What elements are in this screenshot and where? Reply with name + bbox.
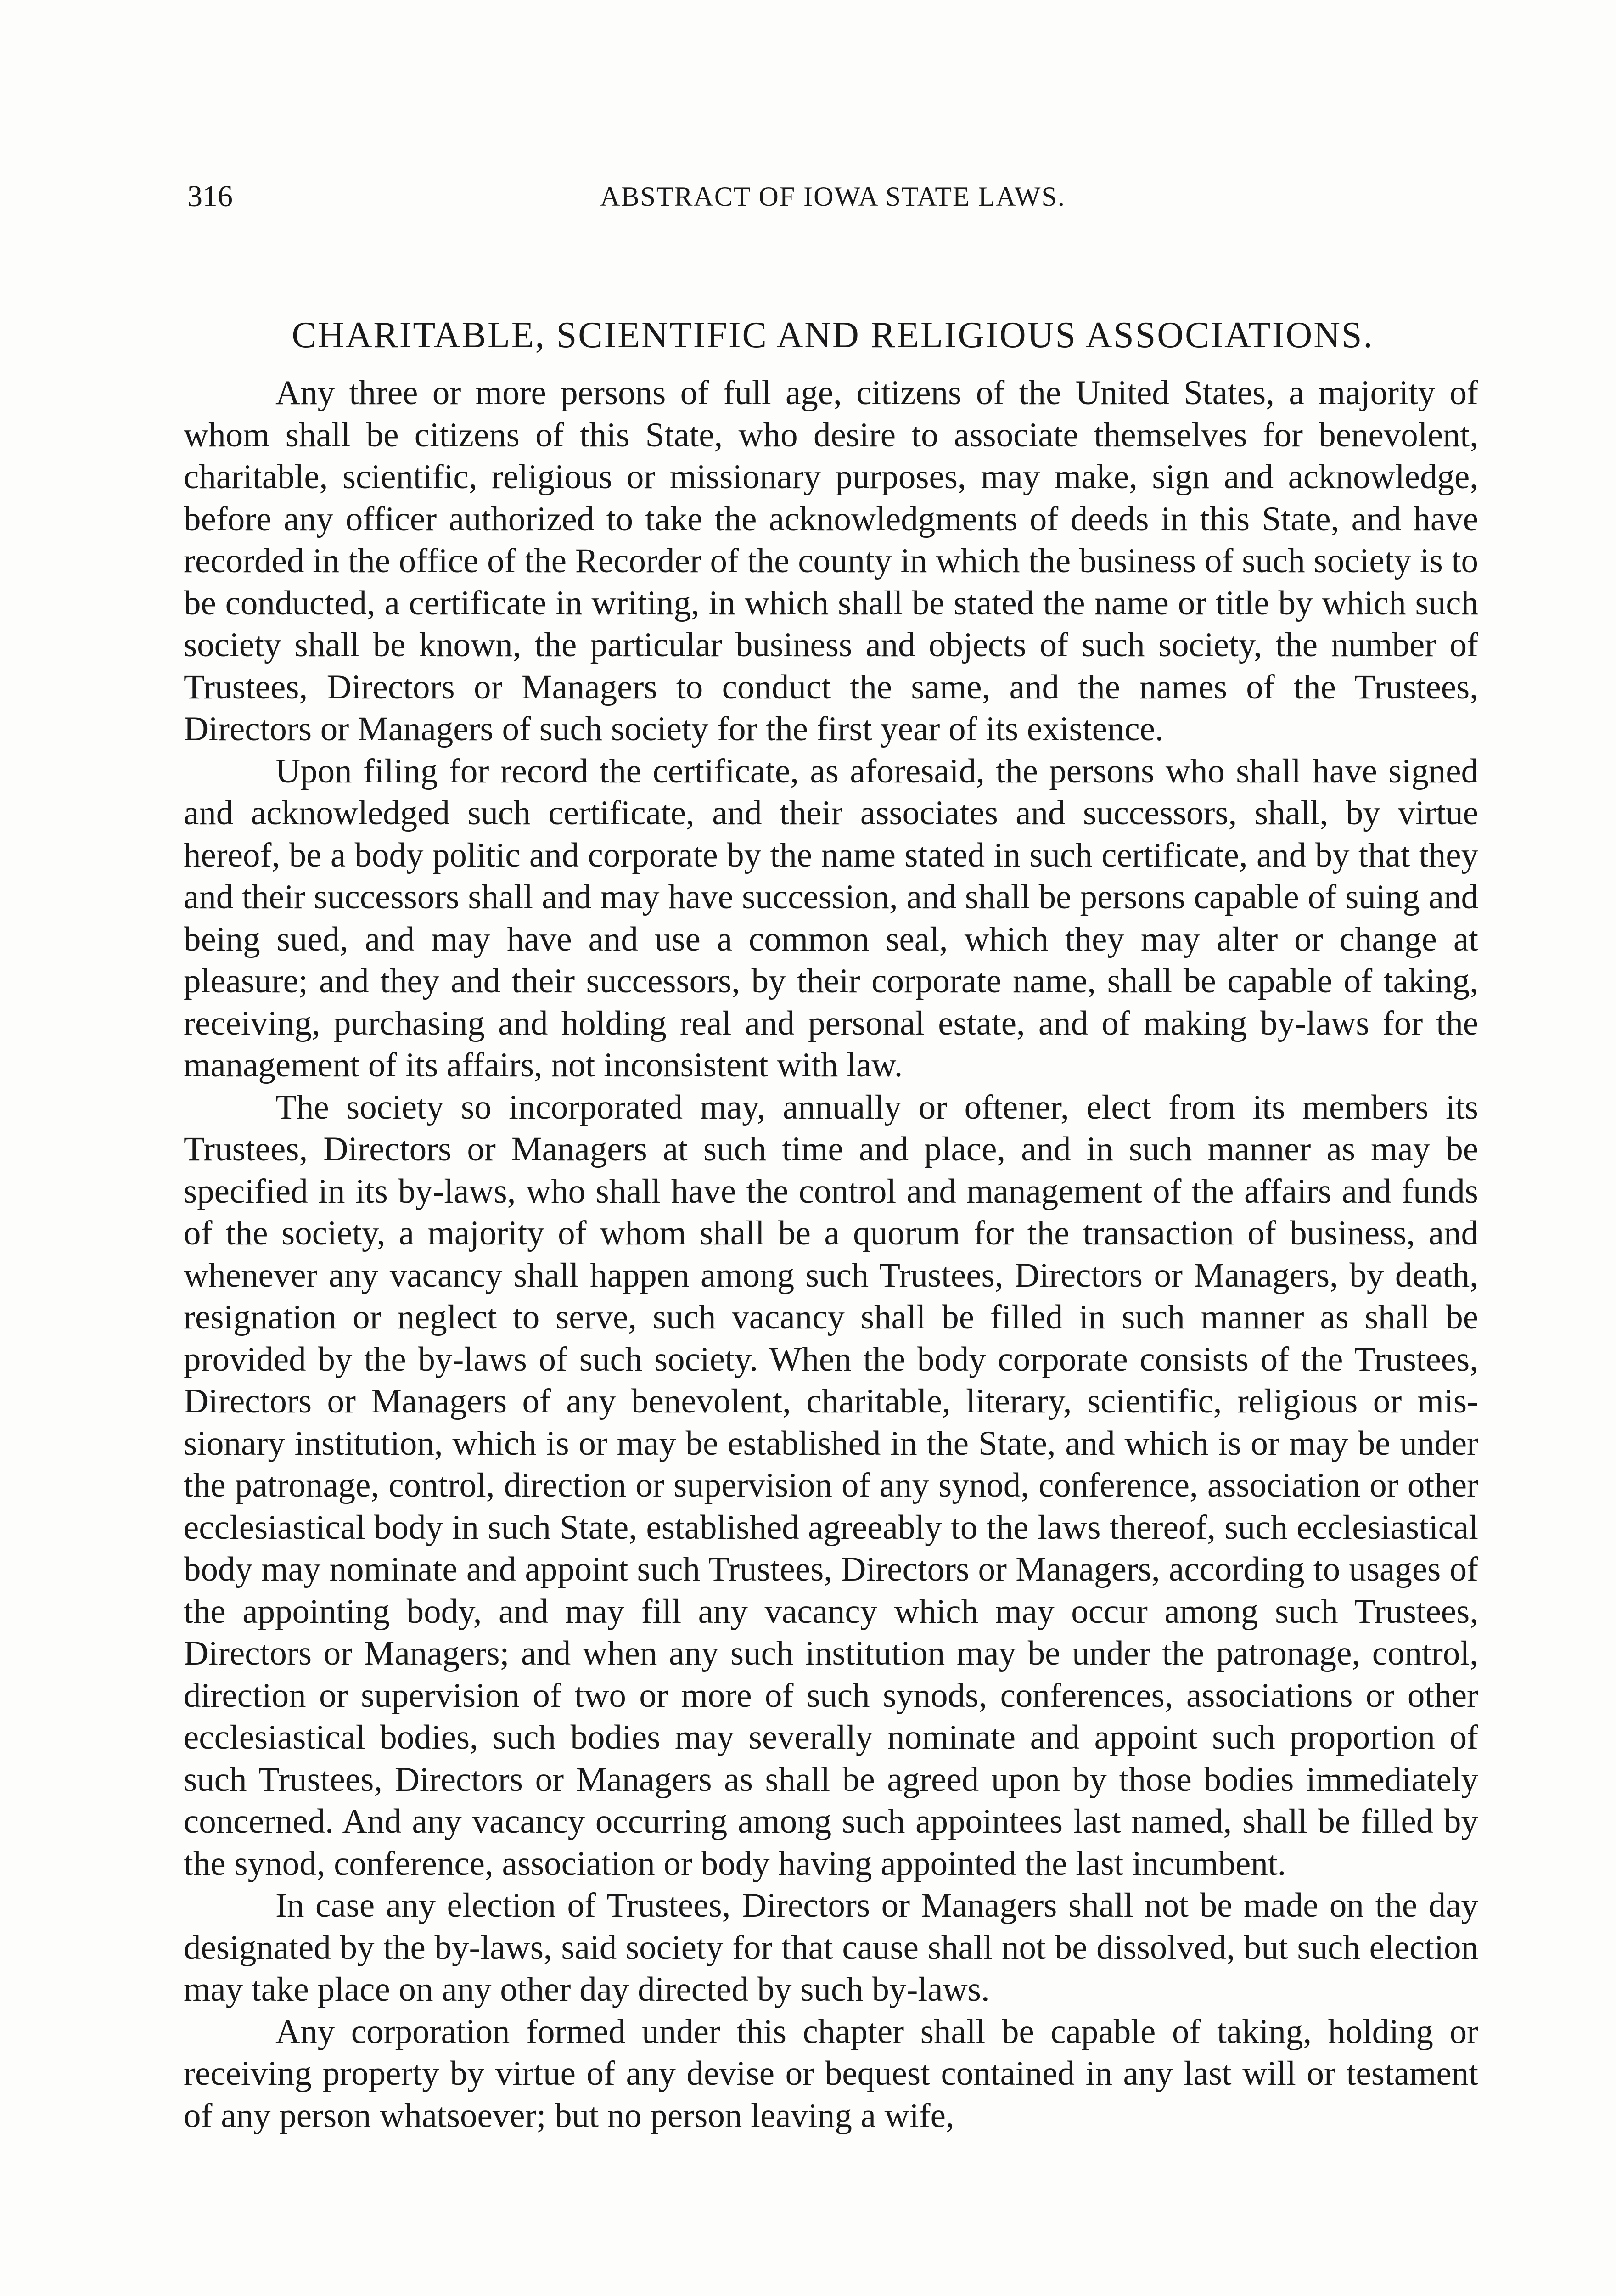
paragraph-property: Any corporation formed under this chapter shall be capable of taking, holding or receiving property by virtue of any devise or bequest contained in any last will or testament of any person whatsoever; but no person leaving a wife, xyxy=(184,2012,1478,2135)
paragraph-formation: Any three or more persons of full age, citizens of the United States, a majority of whom shall be citizens of this State, who desire to associate themselves for benevolent, charitable, scientific, religious or missionary purposes, may make, sign and acknowledge, before any officer authorized to take the acknowledgments of deeds in this State, and have recorded in the office of the Recorder of the county in which the business of such society is to be conducted, a certificate in writing, in which shall be stated the name or title by which such society shall be known, the particular business and objects of such society, the number of Trustees, Directors or Managers to conduct the same, and the names of the Trustees, Directors or Managers of such society for the first year of its existence. xyxy=(184,374,1478,748)
page-number: 316 xyxy=(187,180,233,213)
running-head xyxy=(187,178,1478,215)
paragraph-trustees: The society so incorporated may, annually or oftener, elect from its members its Trustees, Directors or Managers at such time and place, and in such manner as may be specified in its by-laws, who shall have the control and management of the affairs and funds of the society, a majority of whom shall be a quorum for the transaction of business, and whenever any vacancy shall happen among such Trustees, Directors or Managers, by death, resignation or neglect to serve, such vacancy shall be filled in such manner as shall be provided by the by-laws of such society. When the body corporate consists of the Trustees, Directors or Managers of any benevolent, charitable, literary, scientific, religious or missionary institution, which is or may be established in the State, and which is or may be under the patronage, control, direction or supervision of any synod, conference, association or other ecclesiastical body in such State, established agreeably to the laws thereof, such ecclesiastical body may nominate and appoint such Trustees, Directors or Managers, according to usages of the appointing body, and may fill any vacancy which may occur among such Trustees, Directors or Managers; and when any such institution may be under the patronage, control, direction or supervision of two or more of such synods, conferences, associations or other ecclesiastical bodies, such bodies may severally nominate and appoint such proportion of such Trustees, Directors or Managers as shall be agreed upon by those bodies immediately concerned. And any vacancy occurring among such appointees last named, shall be filled by the synod, conference, association or body having appointed the last incumbent. xyxy=(184,1088,1478,1883)
body-text xyxy=(184,372,1478,2137)
running-title: ABSTRACT OF IOWA STATE LAWS. xyxy=(600,181,1066,212)
paragraph-election: In case any election of Trustees, Directors or Managers shall not be made on the day designated by the by-laws, said society for that cause shall not be dissolved, but such election may take place on any other day directed by such by-laws. xyxy=(184,1886,1478,2009)
section-heading: CHARITABLE, SCIENTIFIC AND RELIGIOUS ASSOCIATIONS. xyxy=(292,315,1374,355)
paragraph-incorporation: Upon filing for record the certificate, as aforesaid, the persons who shall have signed and acknowledged such certificate, and their associates and successors, shall, by virtue hereof, be a body politic and corporate by the name stated in such certificate, and by that they and their successors shall and may have succession, and shall be persons capable of suing and being sued, and may have and use a common seal, which they may alter or change at pleasure; and they and their successors, by their corporate name, shall be capable of taking, receiving, purchasing and holding real and personal estate, and of making by-laws for the management of its affairs, not inconsistent with law. xyxy=(184,752,1478,1084)
